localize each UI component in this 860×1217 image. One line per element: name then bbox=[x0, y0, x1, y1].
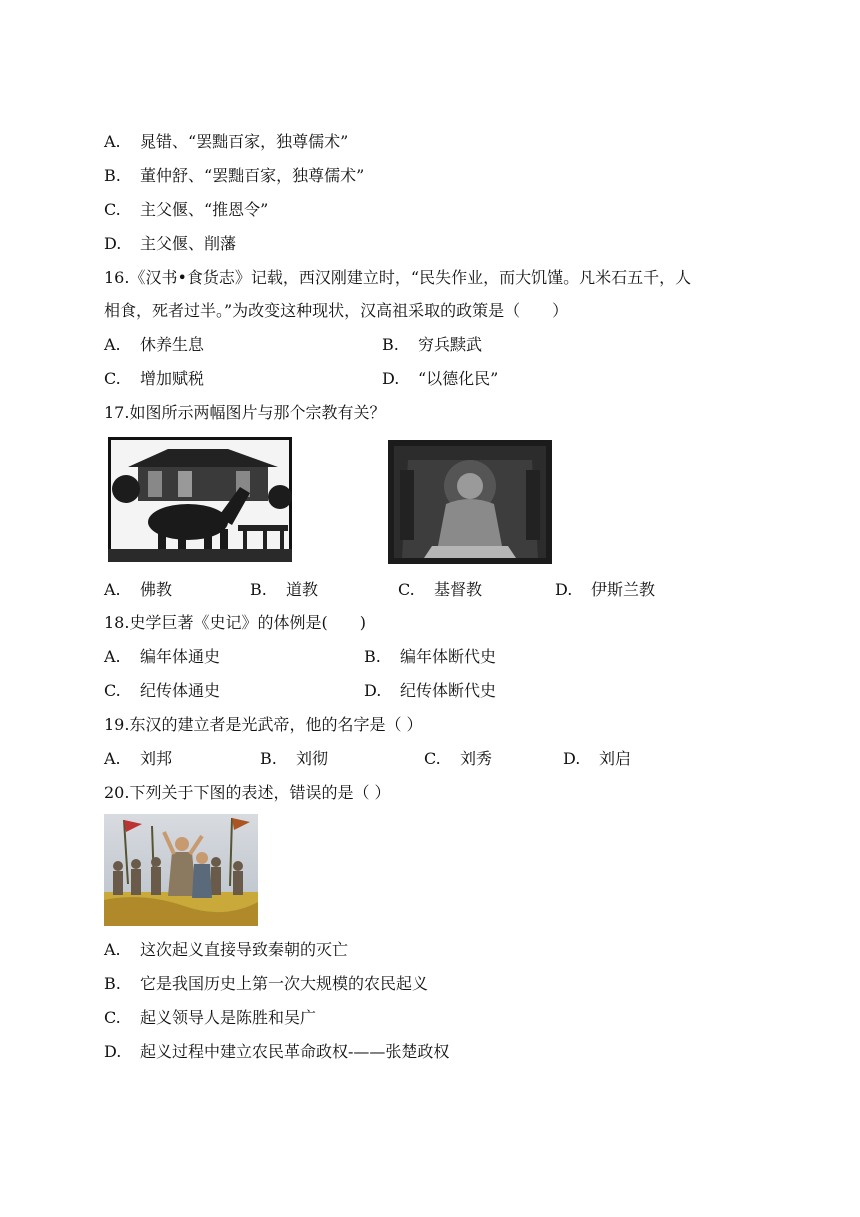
q16-stem-line1: 16.《汉书•食货志》记载，西汉刚建立时，“民失作业，而大饥馑。凡米石五千，人 bbox=[104, 268, 692, 287]
q17-option-a: A. 佛教 bbox=[104, 580, 173, 599]
horse-statue-photo bbox=[108, 437, 292, 562]
q18-option-a: A. 编年体通史 bbox=[104, 647, 221, 666]
q15-option-d: D. 主父偃、削藩 bbox=[104, 234, 237, 253]
buddha-statue-photo bbox=[388, 440, 552, 564]
q18-stem: 18.史学巨著《史记》的体例是( ) bbox=[104, 613, 366, 632]
uprising-painting bbox=[104, 814, 258, 926]
q16-option-b: B. 穷兵黩武 bbox=[382, 335, 483, 354]
q19-option-c: C. 刘秀 bbox=[424, 749, 493, 768]
q19-option-b: B. 刘彻 bbox=[260, 749, 329, 768]
q17-option-b: B. 道教 bbox=[250, 580, 319, 599]
q16-stem-line2: 相食，死者过半。”为改变这种现状，汉高祖采取的政策是（ ） bbox=[104, 301, 569, 320]
q15-option-a: A. 晁错、“罢黜百家，独尊儒术” bbox=[104, 132, 349, 151]
q20-option-c: C. 起义领导人是陈胜和吴广 bbox=[104, 1008, 317, 1027]
q18-option-d: D. 纪传体断代史 bbox=[364, 681, 497, 700]
q19-stem: 19.东汉的建立者是光武帝，他的名字是（ ） bbox=[104, 715, 423, 734]
q20-option-a: A. 这次起义直接导致秦朝的灭亡 bbox=[104, 940, 349, 959]
q19-option-a: A. 刘邦 bbox=[104, 749, 173, 768]
q17-option-c: C. 基督教 bbox=[398, 580, 483, 599]
q17-option-d: D. 伊斯兰教 bbox=[555, 580, 656, 599]
q16-option-c: C. 增加赋税 bbox=[104, 369, 205, 388]
q20-option-d: D. 起义过程中建立农民革命政权-——张楚政权 bbox=[104, 1042, 450, 1061]
q19-option-d: D. 刘启 bbox=[563, 749, 632, 768]
q20-stem: 20.下列关于下图的表述，错误的是（ ） bbox=[104, 783, 391, 802]
q15-option-b: B. 董仲舒、“罢黜百家，独尊儒术” bbox=[104, 166, 365, 185]
q16-option-a: A. 休养生息 bbox=[104, 335, 205, 354]
q18-option-c: C. 纪传体通史 bbox=[104, 681, 221, 700]
q15-option-c: C. 主父偃、“推恩令” bbox=[104, 200, 269, 219]
q20-option-b: B. 它是我国历史上第一次大规模的农民起义 bbox=[104, 974, 429, 993]
q16-option-d: D. “以德化民” bbox=[382, 369, 499, 388]
q18-option-b: B. 编年体断代史 bbox=[364, 647, 497, 666]
q17-stem: 17.如图所示两幅图片与那个宗教有关？ bbox=[104, 403, 386, 422]
